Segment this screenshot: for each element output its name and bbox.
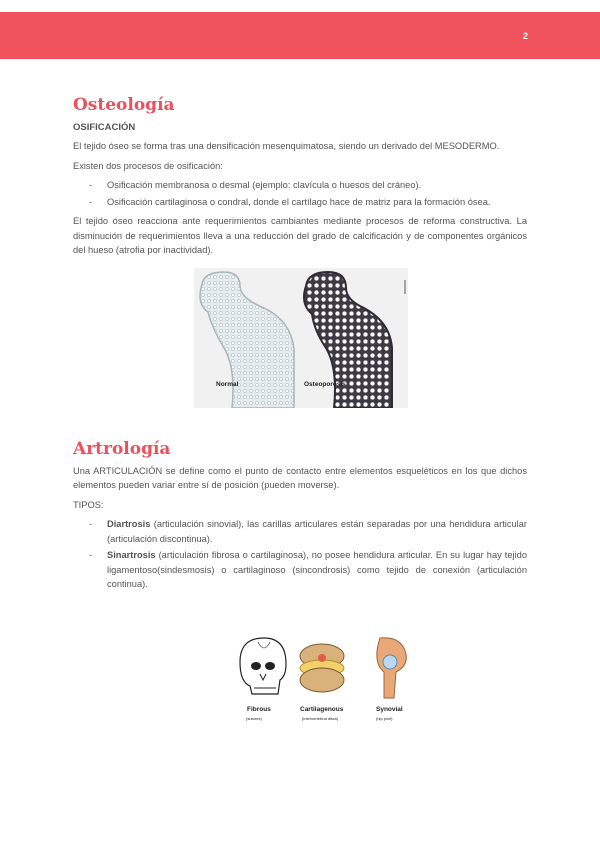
paragraph: El tejido óseo reacciona ante requerimientos cambiantes mediante procesos de reforma constructiva. La disminución de requerimientos lleva a una reducción del grado de calcificación y de componentes orgánicos del hueso (atrofia por inactividad). (73, 216, 527, 255)
list-item: - Osificación membranosa o desmal (ejemplo: clavícula o huesos del cráneo). (73, 178, 527, 193)
label-fibrous: Fibrous (247, 705, 271, 713)
term-description: (articulación sinovial), las carillas articulares están separadas por una hendidura articular (articulación discontinua). (107, 519, 527, 544)
joint-types-list (73, 517, 527, 592)
paragraph: Una ARTICULACIÓN se define como el punto de contacto entre elementos esqueléticos en los que dichos elementos pueden variar entre sí de posición (pueden moverse). (73, 465, 527, 490)
vertebra-drawing (300, 644, 344, 692)
label-osteoporosis: Osteoporosis (304, 380, 346, 388)
label-synovial-sub: (hip joint) (376, 715, 393, 721)
joint-types-figure (230, 632, 420, 732)
skull-drawing (240, 638, 286, 694)
subtitle-osificacion: OSIFICACIÓN (73, 122, 136, 133)
page-content (73, 92, 527, 732)
paragraph: TIPOS: (73, 499, 104, 510)
page-number: 2 (522, 31, 528, 41)
ossification-list (73, 178, 527, 209)
list-item: - Osificación cartilaginosa o condral, donde el cartílago hace de matriz para la formación ósea. (73, 195, 527, 210)
section-title-artrologia: Artrología (73, 438, 171, 459)
paragraph: Existen dos procesos de osificación: (73, 160, 223, 171)
label-synovial: Synovial (376, 705, 403, 713)
term-sinartrosis: Sinartrosis (107, 550, 156, 560)
list-item-sinartrosis (73, 548, 527, 592)
term-diartrosis: Diartrosis (107, 519, 151, 529)
bone-comparison-figure (194, 268, 408, 408)
list-item-diartrosis (73, 517, 527, 546)
label-cartilaginous-sub: (intervertebral discs) (302, 715, 339, 721)
term-description: (articulación fibrosa o cartilaginosa), no posee hendidura articular. En su lugar hay tejido ligamentoso(sindesmosis) o cartilaginoso (sincondrosis) como tejido de conexión (articulación continua). (107, 550, 527, 589)
paragraph: El tejido óseo se forma tras una densificación mesenquimatosa, siendo un derivado del MESODERMO. (73, 141, 500, 151)
header-band (0, 12, 600, 59)
section-title-osteologia: Osteología (73, 95, 175, 115)
hip-joint-drawing (377, 637, 406, 697)
label-normal: Normal (216, 380, 239, 388)
label-cartilaginous: Cartilagenous (300, 705, 344, 713)
label-fibrous-sub: (sutures) (246, 715, 262, 721)
